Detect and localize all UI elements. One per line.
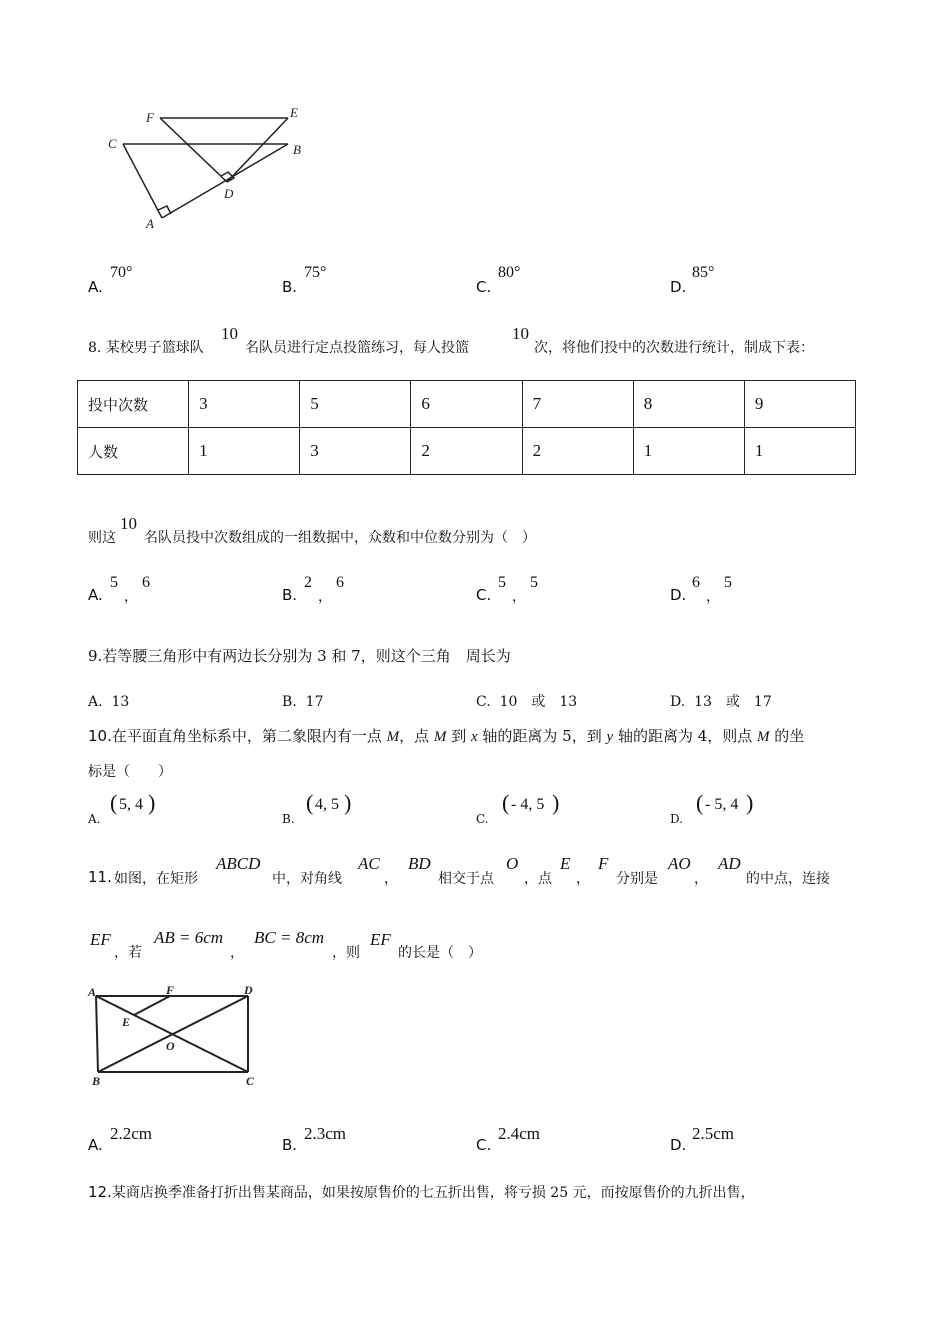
q11-comma-3: ，: [694, 871, 708, 887]
q11-t4: ，点: [524, 871, 552, 887]
option-value: 2.3cm: [304, 1124, 347, 1143]
table-cell: 7: [522, 381, 633, 428]
question-12-text: [88, 1182, 755, 1203]
shots-table: [77, 380, 856, 475]
q8-line2-a: 则这: [88, 530, 116, 546]
q10-option-a[interactable]: [88, 790, 238, 828]
q11-number: 11.: [88, 868, 112, 886]
table-header-cell: 人数: [78, 428, 189, 475]
q10-t5: 轴的距离为 4，则点: [613, 727, 758, 745]
option-comma: ，: [318, 589, 332, 605]
option-value-2: 6: [142, 574, 150, 591]
option-value-1: 6: [692, 574, 700, 591]
q11-t5: 分别是: [616, 871, 658, 887]
label-b: B: [92, 1074, 101, 1088]
table-cell: 5: [300, 381, 411, 428]
label-d: D: [244, 984, 253, 997]
option-value: 17: [305, 694, 324, 710]
table-cell: 8: [633, 381, 744, 428]
option-letter: D.: [670, 278, 687, 296]
q9-option-a[interactable]: [88, 692, 129, 712]
paren-close: ): [148, 790, 156, 815]
question-10-text: [88, 726, 804, 747]
paren-close: ): [552, 790, 560, 815]
q10-x: x: [470, 729, 478, 745]
option-value: 2.4cm: [498, 1124, 541, 1143]
table-cell: 3: [300, 428, 411, 475]
q11-bc-eq: BC = 8cm: [254, 928, 325, 947]
q11-o: O: [506, 854, 519, 873]
option-value: 4, 5: [315, 796, 339, 813]
line-fd: [160, 118, 227, 182]
q11-bd: BD: [408, 854, 431, 873]
question-11-text: [88, 854, 868, 888]
segment-ef: [134, 996, 170, 1015]
q7-option-c[interactable]: [476, 264, 626, 298]
q10-t2: ，点: [399, 727, 434, 745]
side-ab: [96, 996, 98, 1072]
q11-ab-eq: AB = 6cm: [154, 928, 224, 947]
paren-close: ): [746, 790, 754, 815]
label-a: A: [146, 216, 154, 231]
option-value-2: 6: [336, 574, 344, 591]
label-d: D: [224, 186, 234, 201]
option-value: 80°: [498, 264, 521, 281]
option-value: 75°: [304, 264, 327, 281]
option-letter: A.: [88, 278, 103, 296]
q8-line2-number: 10: [120, 514, 137, 533]
table-cell: 6: [411, 381, 522, 428]
q10-t6: 的坐: [769, 727, 805, 745]
q11-abcd: ABCD: [216, 854, 261, 873]
q11-comma-4: ，: [230, 945, 244, 961]
q11-option-a[interactable]: [88, 1124, 238, 1158]
table-cell: 1: [633, 428, 744, 475]
q10-option-b[interactable]: [282, 790, 432, 828]
option-letter: C.: [476, 694, 491, 710]
label-a: A: [88, 985, 97, 999]
label-o: O: [166, 1039, 175, 1053]
q9-option-b[interactable]: [282, 692, 323, 712]
option-value: 5, 4: [119, 796, 143, 813]
label-c: C: [246, 1074, 255, 1088]
option-value: 13 或 17: [694, 694, 772, 710]
rectangle-figure: [86, 984, 266, 1090]
label-b: B: [293, 142, 301, 157]
option-value-1: 5: [110, 574, 118, 591]
paren-open: (: [110, 790, 118, 815]
q11-t1: 如图，在矩形: [114, 871, 198, 887]
q8-number-10b: 10: [512, 324, 529, 343]
option-letter: B.: [282, 586, 298, 604]
q8-part3: 次，将他们投中的次数进行统计，制成下表：: [534, 340, 814, 356]
option-letter: A.: [88, 694, 103, 710]
table-cell: 9: [744, 381, 855, 428]
label-e: E: [290, 105, 298, 120]
q11-t2: 中，对角线: [272, 871, 342, 887]
q10-m3: M: [757, 729, 770, 745]
option-letter: C.: [476, 1136, 492, 1154]
option-letter: D.: [670, 694, 686, 710]
q8-part1: 8. 某校男子篮球队: [88, 340, 204, 356]
option-comma: ，: [124, 589, 138, 605]
q7-option-a[interactable]: [88, 264, 238, 298]
q11-t9: 的长是（ ）: [398, 945, 482, 961]
option-letter: B.: [282, 1136, 298, 1154]
option-value: - 4, 5: [511, 796, 545, 813]
table-row: [78, 381, 856, 428]
q11-t7: ，若: [114, 945, 142, 961]
q10-t4: 轴的距离为 5，到: [477, 727, 607, 745]
option-value-2: 5: [530, 574, 538, 591]
q11-t8: ，则: [332, 945, 360, 961]
option-value-1: 2: [304, 574, 312, 591]
question-9-text: 9.若等腰三角形中有两边长分别为 3 和 7，则这个三角 周长为: [88, 647, 511, 665]
q11-option-c[interactable]: [476, 1124, 626, 1158]
paren-close: ): [344, 790, 352, 815]
q12-number: 12.: [88, 1183, 112, 1201]
q7-option-b[interactable]: [282, 264, 432, 298]
table-header-cell: 投中次数: [78, 381, 189, 428]
option-value: 85°: [692, 264, 715, 281]
table-cell: 2: [411, 428, 522, 475]
q11-option-b[interactable]: [282, 1124, 432, 1158]
q11-t3: 相交于点: [438, 871, 494, 887]
line-ab: [162, 144, 288, 218]
triangle-figure: [100, 100, 320, 240]
q11-ad: AD: [718, 854, 741, 873]
q11-comma-2: ，: [576, 871, 590, 887]
option-letter: C.: [476, 586, 492, 604]
label-e: E: [122, 1015, 131, 1029]
q8-part2: 名队员进行定点投篮练习，每人投篮: [245, 340, 469, 356]
q8-line2-b: 名队员投中次数组成的一组数据中，众数和中位数分别为（ ）: [144, 530, 536, 546]
option-value-1: 5: [498, 574, 506, 591]
q9-option-d[interactable]: [670, 692, 772, 712]
table-cell: 1: [744, 428, 855, 475]
q8-option-b[interactable]: [282, 574, 432, 608]
q9-option-c[interactable]: [476, 692, 577, 712]
q11-ef-2: EF: [370, 930, 391, 949]
option-value: 2.5cm: [692, 1124, 735, 1143]
q8-option-d[interactable]: [670, 574, 820, 608]
q10-number: 10.: [88, 727, 112, 745]
table-cell: 1: [189, 428, 300, 475]
option-letter: A.: [88, 812, 101, 826]
q11-t6: 的中点，连接: [746, 871, 830, 887]
option-letter: A.: [88, 1136, 103, 1154]
option-letter: D.: [670, 1136, 687, 1154]
option-letter: B.: [282, 812, 295, 826]
q11-e: E: [560, 854, 571, 873]
q8-number-10: 10: [221, 324, 238, 343]
q11-comma-1: ，: [384, 871, 398, 887]
option-letter: B.: [282, 278, 298, 296]
q10-t1: 在平面直角坐标系中，第二象限内有一点: [111, 727, 387, 745]
question-11-line2: [88, 930, 688, 964]
q11-option-d[interactable]: [670, 1124, 820, 1158]
q7-option-d[interactable]: [670, 264, 820, 298]
option-letter: D.: [670, 586, 687, 604]
table-row: [78, 428, 856, 475]
option-comma: ，: [706, 589, 720, 605]
option-letter: D.: [670, 812, 684, 826]
q11-ao: AO: [668, 854, 691, 873]
option-letter: C.: [476, 278, 492, 296]
line-ca: [123, 144, 162, 218]
q10-m2: M: [433, 729, 447, 745]
option-letter: A.: [88, 586, 103, 604]
option-value-2: 5: [724, 574, 732, 591]
q8-option-c[interactable]: [476, 574, 626, 608]
question-10-line2: 标是（ ）: [88, 764, 172, 780]
q10-m1: M: [386, 729, 400, 745]
label-c: C: [108, 136, 117, 151]
q10-option-d[interactable]: [670, 790, 820, 828]
paren-open: (: [696, 790, 704, 815]
label-f: F: [146, 110, 154, 125]
option-value: 70°: [110, 264, 133, 281]
paren-open: (: [502, 790, 510, 815]
q8-option-a[interactable]: [88, 574, 238, 608]
option-value: 10 或 13: [499, 694, 578, 710]
q10-y: y: [606, 729, 614, 745]
option-letter: C.: [476, 812, 489, 826]
q11-ac: AC: [358, 854, 380, 873]
table-cell: 2: [522, 428, 633, 475]
table-cell: 3: [189, 381, 300, 428]
q10-t3: 到: [446, 727, 471, 745]
option-comma: ，: [512, 589, 526, 605]
q10-option-c[interactable]: [476, 790, 626, 828]
option-letter: B.: [282, 694, 297, 710]
q11-ef: EF: [90, 930, 111, 949]
option-value: 2.2cm: [110, 1124, 153, 1143]
label-f: F: [166, 984, 175, 997]
option-value: - 5, 4: [705, 796, 739, 813]
q11-f: F: [598, 854, 609, 873]
option-value: 13: [111, 694, 130, 710]
paren-open: (: [306, 790, 314, 815]
q12-body: 某商店换季准备打折出售某商品，如果按原售价的七五折出售，将亏损 25 元，而按原售价的九折出售，: [111, 1185, 755, 1201]
